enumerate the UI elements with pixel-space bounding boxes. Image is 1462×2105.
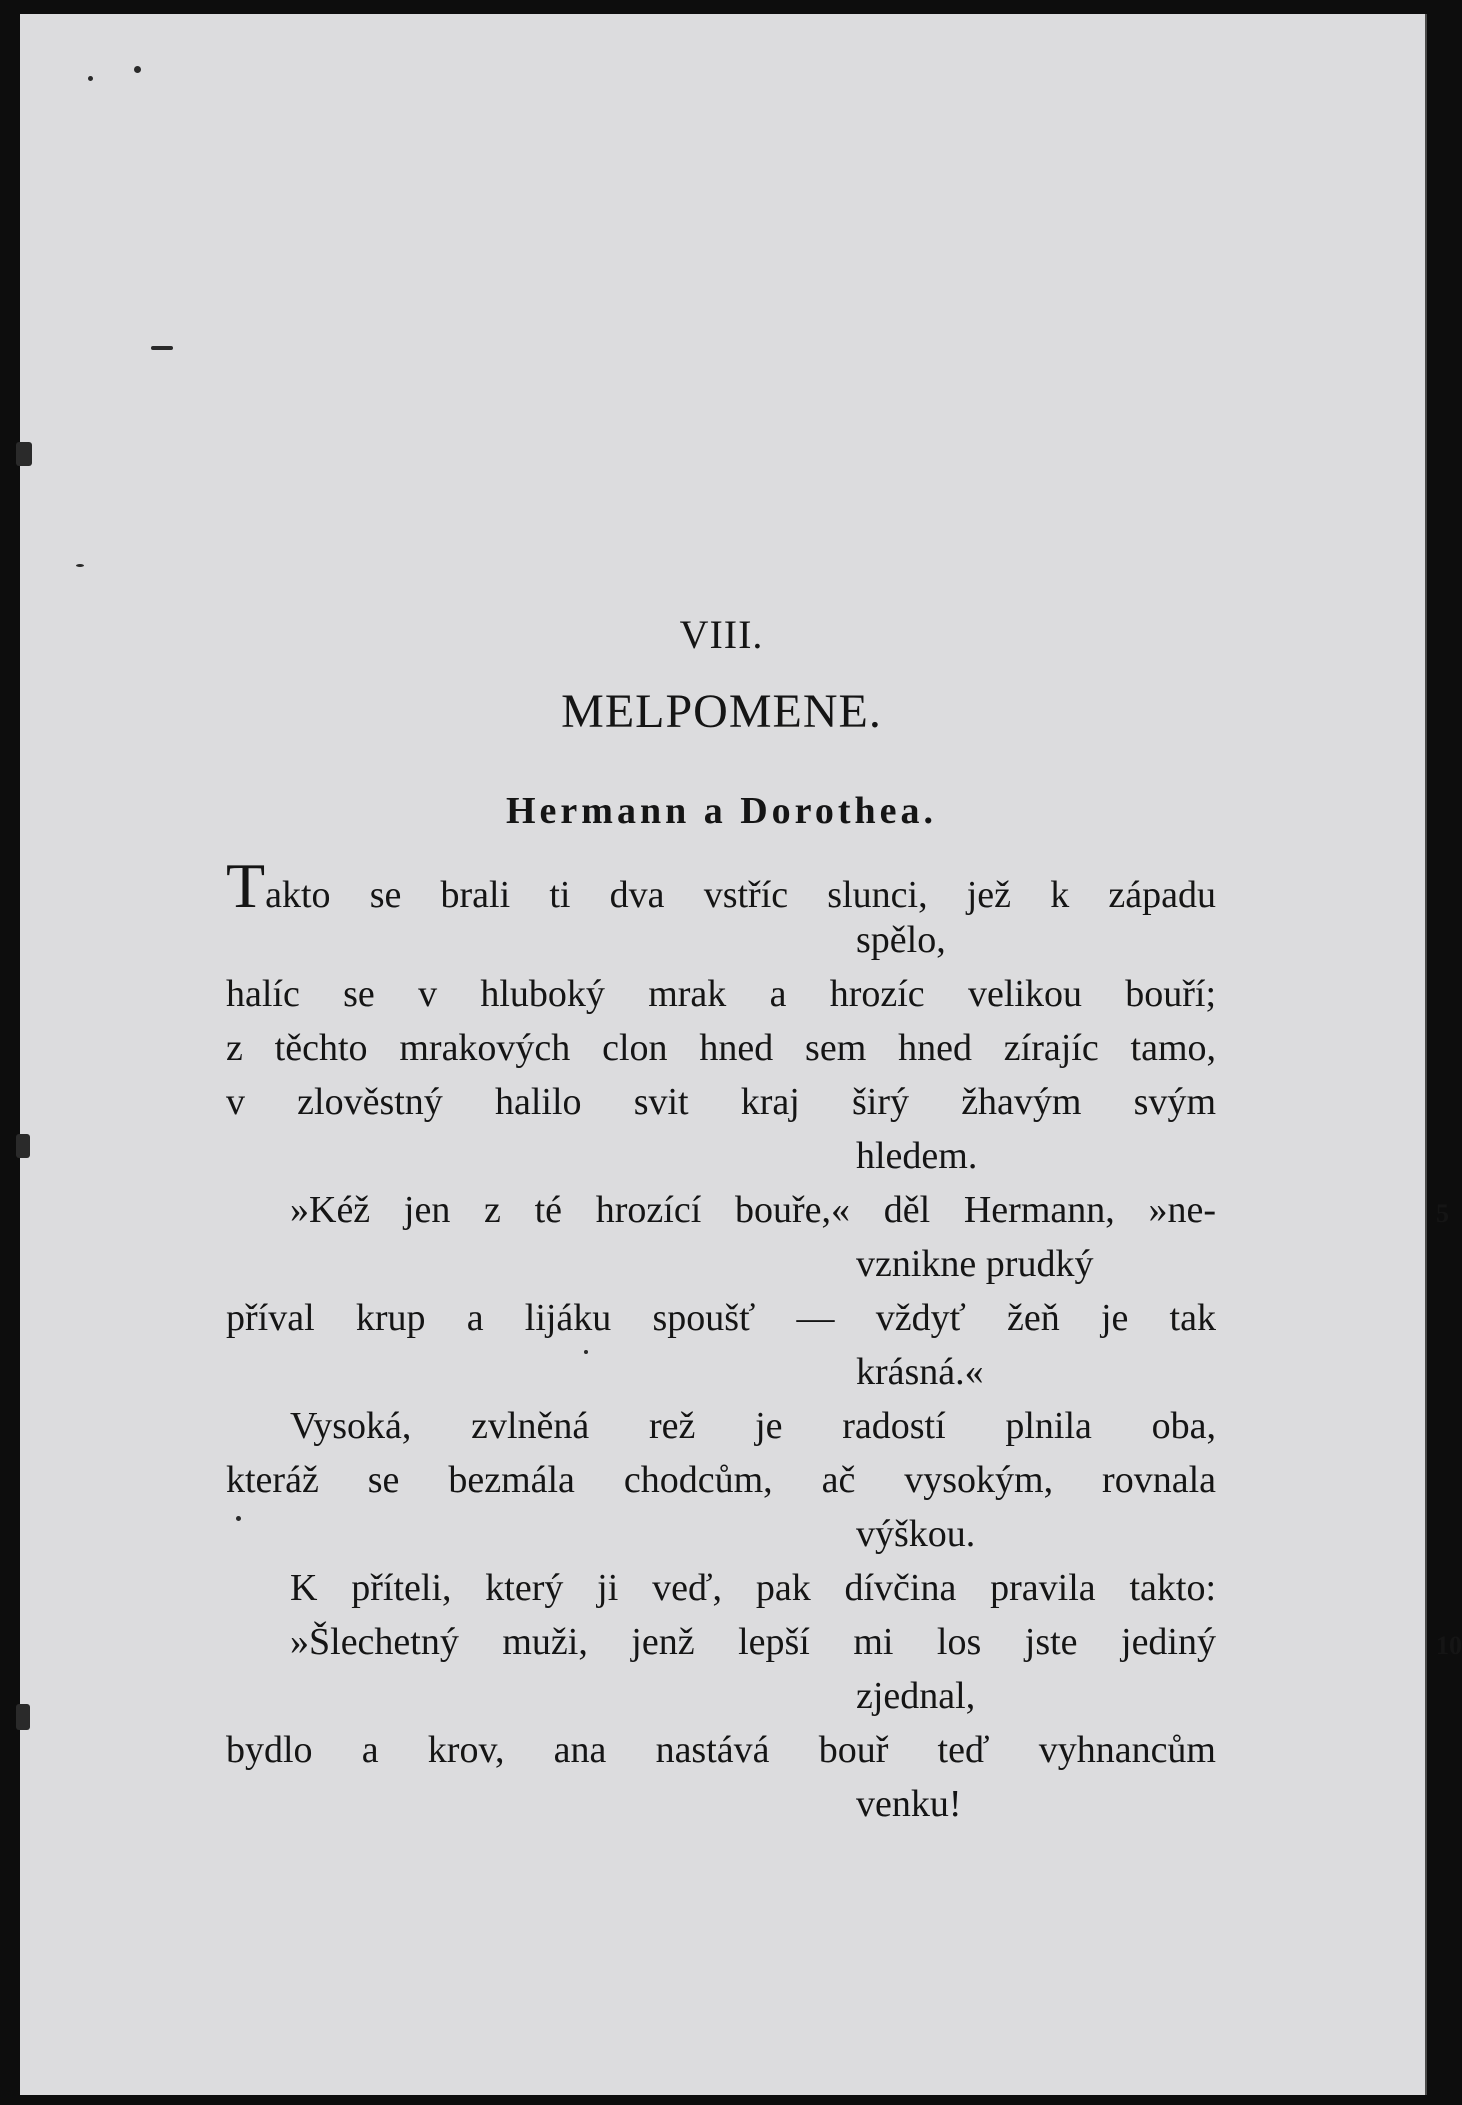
scan-border-left — [16, 14, 20, 2095]
verse-line: příval krup a lijáku spoušť — vždyť žeň je tak — [226, 1297, 1216, 1339]
scan-speck — [16, 1134, 30, 1158]
poem-title: Hermann a Dorothea. — [506, 790, 937, 832]
verse-line-continuation: vznikne prudký — [856, 1243, 1094, 1285]
verse-line-continuation: spělo, — [856, 919, 946, 961]
verse-line-continuation: krásná.« — [856, 1351, 984, 1393]
verse-line: v zlověstný halilo svit kraj širý žhavým svým — [226, 1081, 1216, 1123]
scan-border-right — [1425, 14, 1427, 2095]
scan-speck — [584, 1350, 588, 1354]
verse-line-continuation: venku! — [856, 1783, 962, 1825]
verse-line: »Šlechetný muži, jenž lepší mi los jste jediný — [290, 1621, 1216, 1663]
chapter-title: MELPOMENE. — [561, 685, 882, 738]
verse-line: z těchto mrakových clon hned sem hned zírajíc tamo, — [226, 1027, 1216, 1069]
scan-speck — [236, 1516, 241, 1521]
book-page — [16, 14, 1462, 2095]
verse-line: Takto se brali ti dva vstříc slunci, jež k západu — [226, 850, 1216, 921]
chapter-number: VIII. — [679, 612, 764, 657]
drop-cap: T — [226, 850, 266, 921]
verse-line: halíc se v hluboký mrak a hrozíc velikou bouří; — [226, 973, 1216, 1015]
scan-speck — [16, 442, 32, 466]
verse-line: »Kéž jen z té hrozící bouře,« děl Hermann, »ne- — [290, 1189, 1216, 1231]
scan-speck — [151, 346, 173, 350]
verse-line-continuation: výškou. — [856, 1513, 976, 1555]
scan-speck — [88, 76, 93, 81]
verse-line: K příteli, který ji veď, pak dívčina pravila takto: — [290, 1567, 1216, 1609]
scan-speck — [16, 1704, 30, 1730]
line-number: 5 — [1436, 1199, 1449, 1228]
line-number: 10 — [1436, 1631, 1462, 1660]
verse-line-continuation: hledem. — [856, 1135, 978, 1177]
verse-line: bydlo a krov, ana nastává bouř teď vyhnancům — [226, 1729, 1216, 1771]
verse-line: kteráž se bezmála chodcům, ač vysokým, rovnala — [226, 1459, 1216, 1501]
scan-speck — [76, 564, 84, 567]
verse-line: Vysoká, zvlněná rež je radostí plnila oba, — [290, 1405, 1216, 1447]
verse-line-continuation: zjednal, — [856, 1675, 976, 1717]
scan-speck — [134, 66, 141, 73]
